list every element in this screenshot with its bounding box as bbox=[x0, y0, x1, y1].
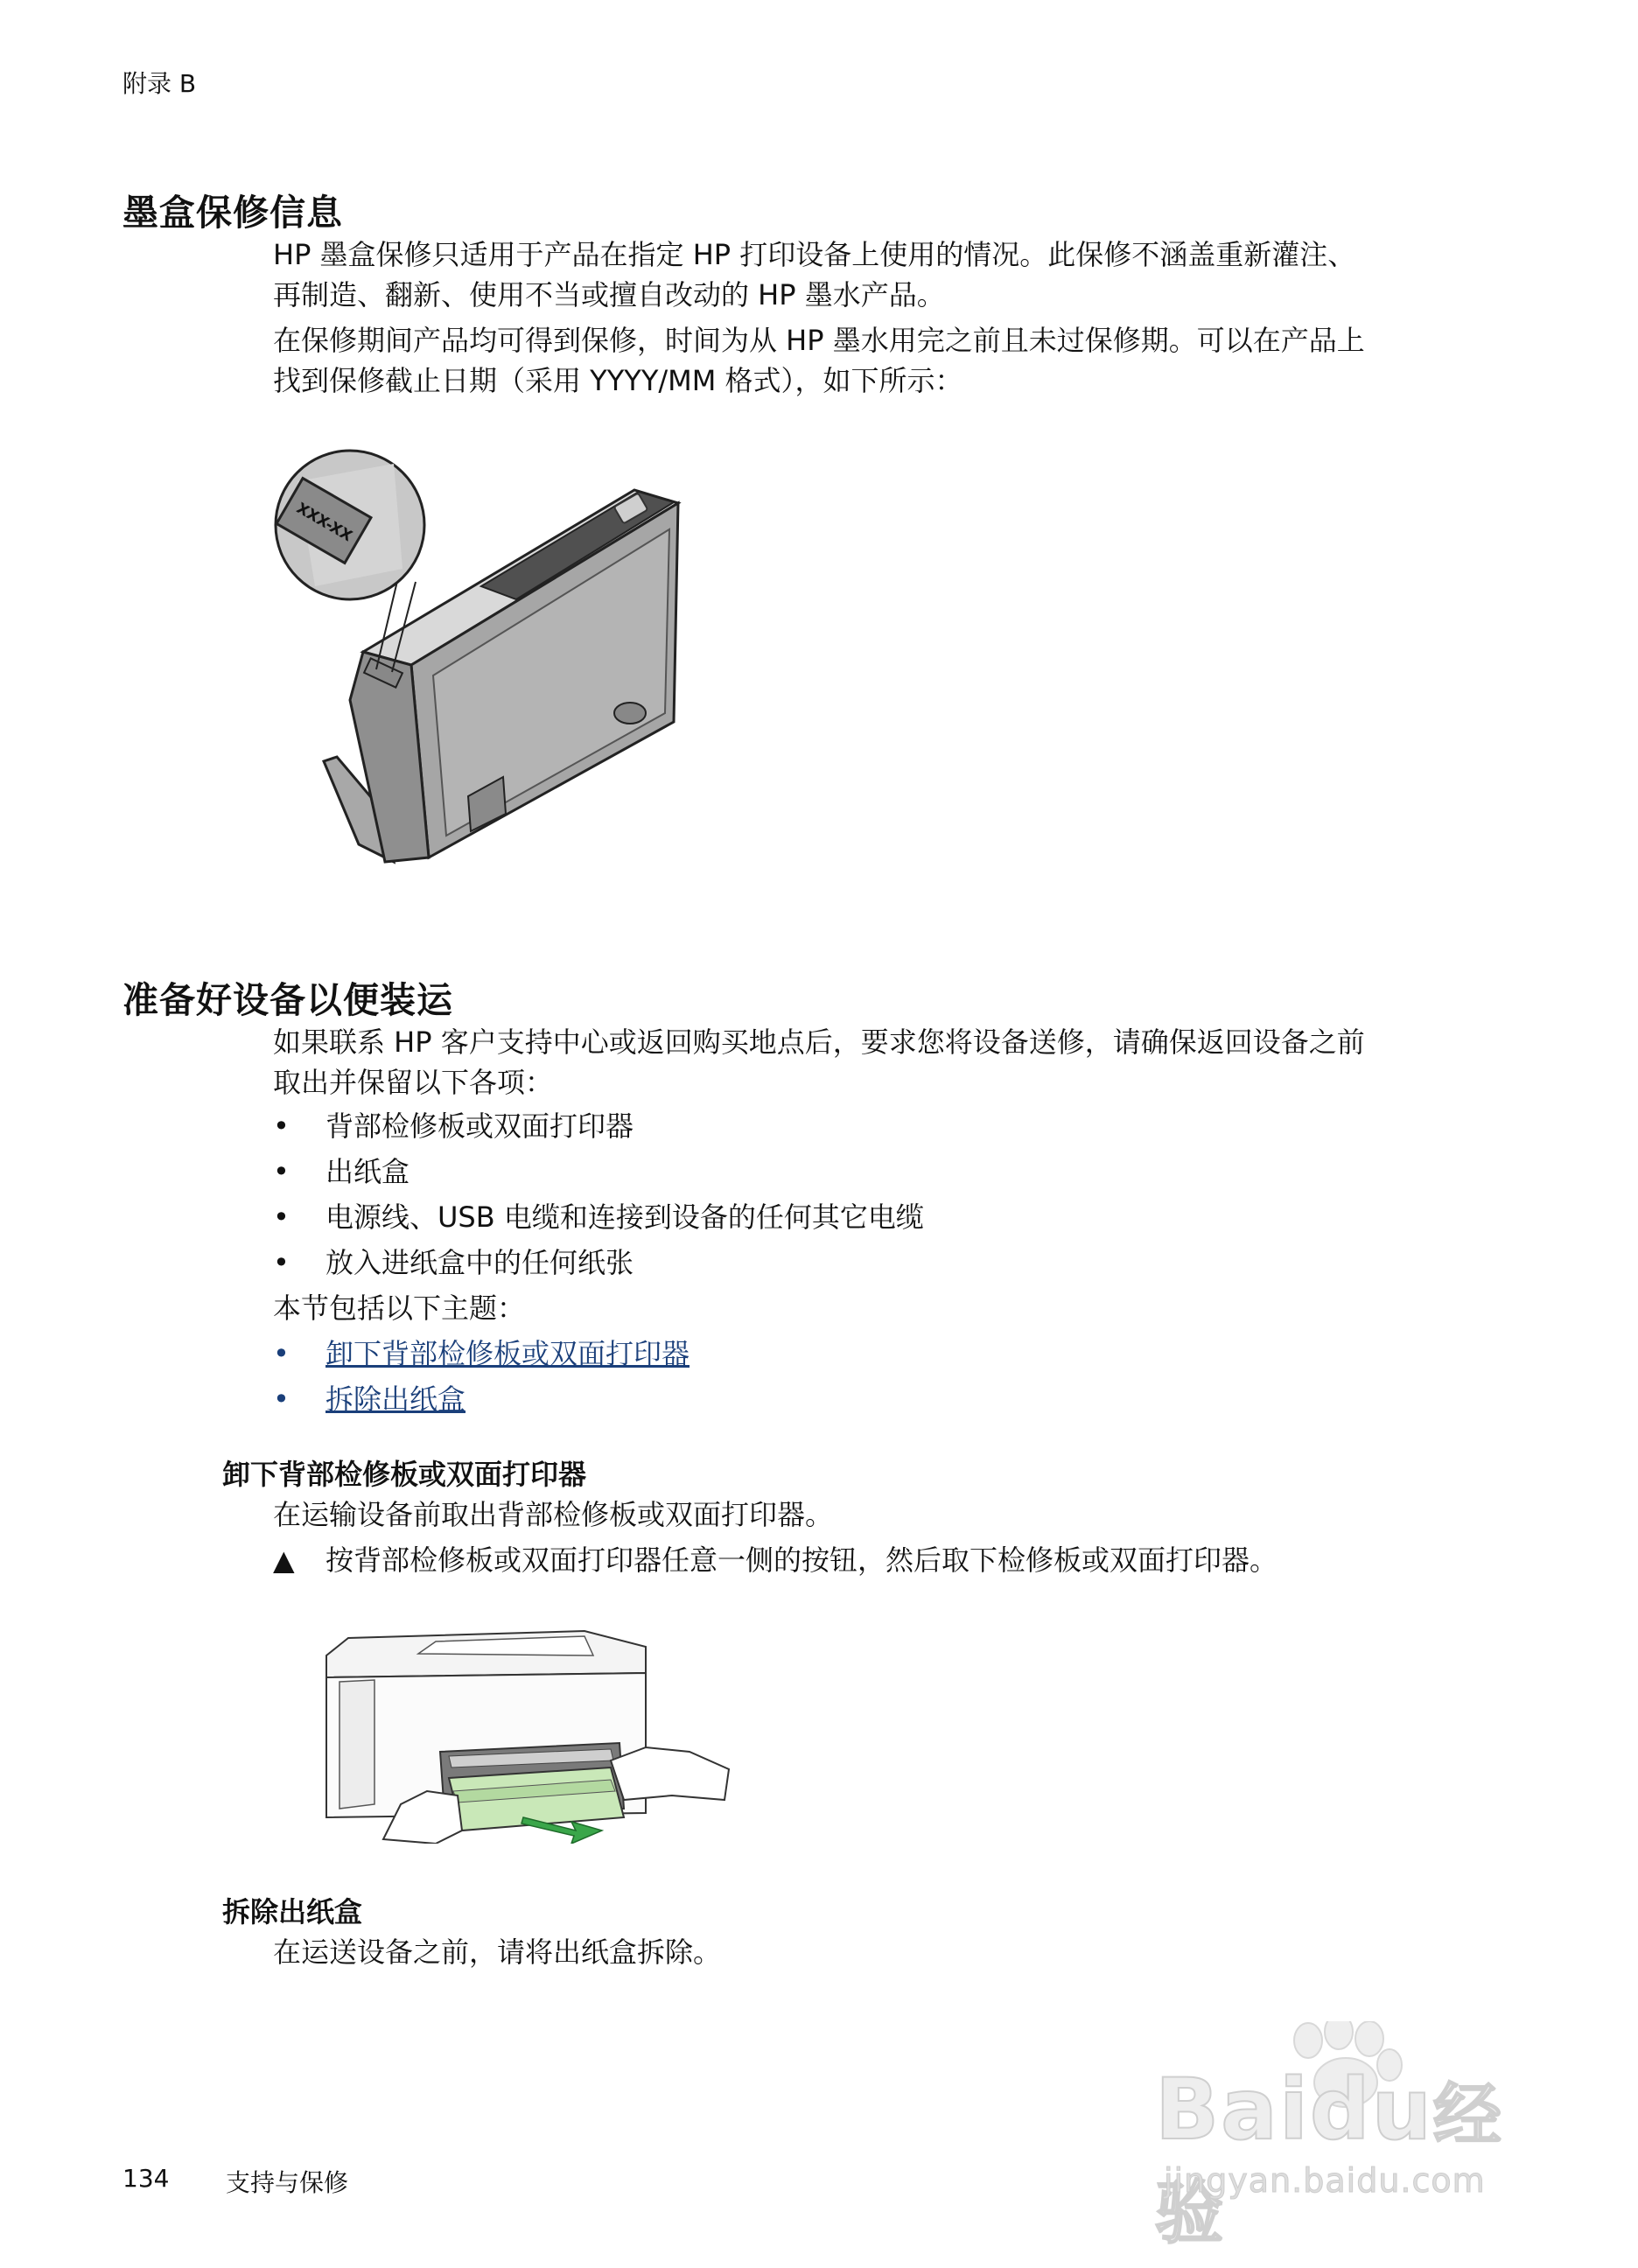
link-remove-duplexer[interactable]: 卸下背部检修板或双面打印器 bbox=[326, 1337, 690, 1370]
triangle-step-icon: ▲ bbox=[273, 1544, 295, 1577]
date-label-text: XXX-XX bbox=[293, 500, 355, 546]
bullet-icon: • bbox=[273, 1382, 290, 1416]
right-hand bbox=[611, 1747, 729, 1800]
subsection-title-remove-duplexer: 卸下背部检修板或双面打印器 bbox=[222, 1458, 587, 1491]
bullet-icon: • bbox=[273, 1200, 290, 1234]
paragraph-warranty-period bbox=[273, 320, 1516, 401]
paragraph-shipping-intro bbox=[273, 1022, 1516, 1102]
watermark-url: jingyan.baidu.com bbox=[1164, 2161, 1486, 2200]
ink-cartridge-illustration bbox=[262, 446, 700, 875]
bullet-icon: • bbox=[273, 1246, 290, 1279]
list-item-text: 背部检修板或双面打印器 bbox=[326, 1110, 634, 1143]
bullet-icon: • bbox=[273, 1110, 290, 1143]
printer-duplexer-illustration bbox=[322, 1629, 733, 1844]
paragraph-warranty-scope bbox=[273, 234, 1516, 315]
paragraph-line: HP 墨盒保修只适用于产品在指定 HP 打印设备上使用的情况。此保修不涵盖重新灌注、 bbox=[273, 238, 1356, 271]
paragraph-line: 在保修期间产品均可得到保修，时间为从 HP 墨水用完之前且未过保修期。可以在产品上 bbox=[273, 324, 1365, 357]
topics-intro: 本节包括以下主题： bbox=[273, 1292, 526, 1325]
list-item-text: 放入进纸盒中的任何纸张 bbox=[326, 1246, 634, 1279]
section-title-cartridge-warranty: 墨盒保修信息 bbox=[122, 192, 343, 234]
baidu-jingyan-watermark bbox=[1155, 2021, 1558, 2253]
link-remove-output-tray[interactable]: 拆除出纸盒 bbox=[326, 1382, 466, 1416]
paragraph-remove-duplexer: 在运输设备前取出背部检修板或双面打印器。 bbox=[273, 1498, 834, 1531]
watermark-cn: 经验 bbox=[1155, 2076, 1503, 2253]
footer-chapter: 支持与保修 bbox=[226, 2168, 349, 2197]
step-text: 按背部检修板或双面打印器任意一侧的按钮，然后取下检修板或双面打印器。 bbox=[326, 1544, 1278, 1577]
paragraph-line: 找到保修截止日期（采用 YYYY/MM 格式），如下所示： bbox=[273, 364, 963, 397]
section-title-prepare-shipping: 准备好设备以便装运 bbox=[122, 979, 453, 1021]
page-header: 附录 B bbox=[122, 69, 197, 98]
bullet-icon: • bbox=[273, 1337, 290, 1370]
list-item-text: 出纸盒 bbox=[326, 1155, 410, 1188]
paragraph-line: 取出并保留以下各项： bbox=[273, 1066, 554, 1099]
list-item-text: 电源线、USB 电缆和连接到设备的任何其它电缆 bbox=[326, 1200, 924, 1234]
bullet-icon: • bbox=[273, 1155, 290, 1188]
paragraph-line: 如果联系 HP 客户支持中心或返回购买地点后，要求您将设备送修，请确保返回设备之前 bbox=[273, 1026, 1365, 1059]
subsection-title-remove-output-tray: 拆除出纸盒 bbox=[222, 1895, 363, 1928]
watermark-brand2: du bbox=[1309, 2061, 1433, 2159]
cartridge-nub bbox=[614, 703, 646, 724]
paragraph-line: 再制造、翻新、使用不当或擅自改动的 HP 墨水产品。 bbox=[273, 278, 945, 312]
watermark-brand: Bai bbox=[1155, 2061, 1310, 2159]
paragraph-remove-output-tray: 在运送设备之前，请将出纸盒拆除。 bbox=[273, 1936, 722, 1969]
page-number: 134 bbox=[122, 2164, 170, 2193]
